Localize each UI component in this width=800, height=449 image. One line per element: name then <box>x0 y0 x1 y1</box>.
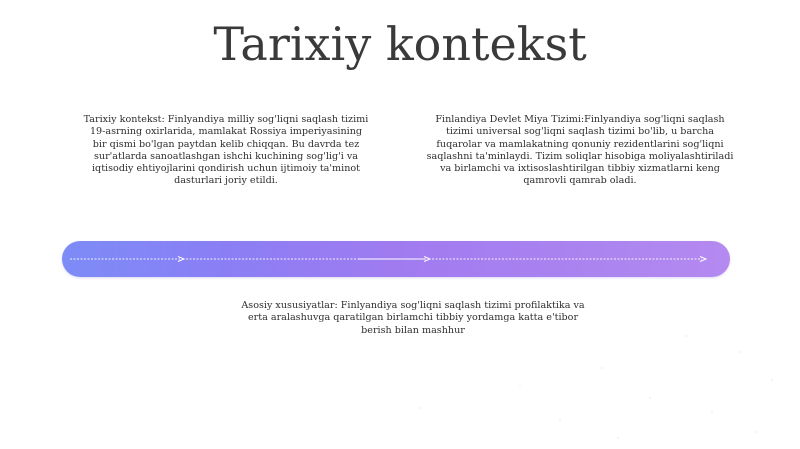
slide-title: Tarixiy kontekst <box>213 17 587 71</box>
text-block-historical-context: Tarixiy kontekst: Finlyandiya milliy sog'liqni saqlash tizimi 19-asrning oxirlarida, mamlakat Rossiya imperiyasining bir qismi bo'lgan paytdan kelib chiqqan. Bu davrda tez sur'atlarda sanoatlashgan ishchi kuchining sog'lig'i va iqtisodiy ehtiyojlarini qondirish uchun ijtimoiy ta'minot dasturlari joriy etildi. <box>83 114 369 187</box>
timeline-arrows <box>62 241 730 277</box>
text-block-key-features: Asosiy xususiyatlar: Finlyandiya sog'liqni saqlash tizimi profilaktika va erta aralashuvga qaratilgan birlamchi tibbiy yordamga katta e'tibor berish bilan mashhur <box>241 300 585 336</box>
arrow-right-icon <box>700 257 706 262</box>
timeline-bar <box>62 241 730 277</box>
text-block-health-system: Finlandiya Devlet Miya Tizimi:Finlyandiya sog'liqni saqlash tizimi universal sog'liqni saqlash tizimi bo'lib, u barcha fuqarolar va mamlakatning qonuniy rezidentlarini sog'liqni saqlashni ta'minlaydi. Tizim soliqlar hisobiga moliyalashtiriladi va birlamchi va ixtisoslashtirilgan tibbiy xizmatlarni keng qamrovli qamrab oladi. <box>426 114 734 187</box>
